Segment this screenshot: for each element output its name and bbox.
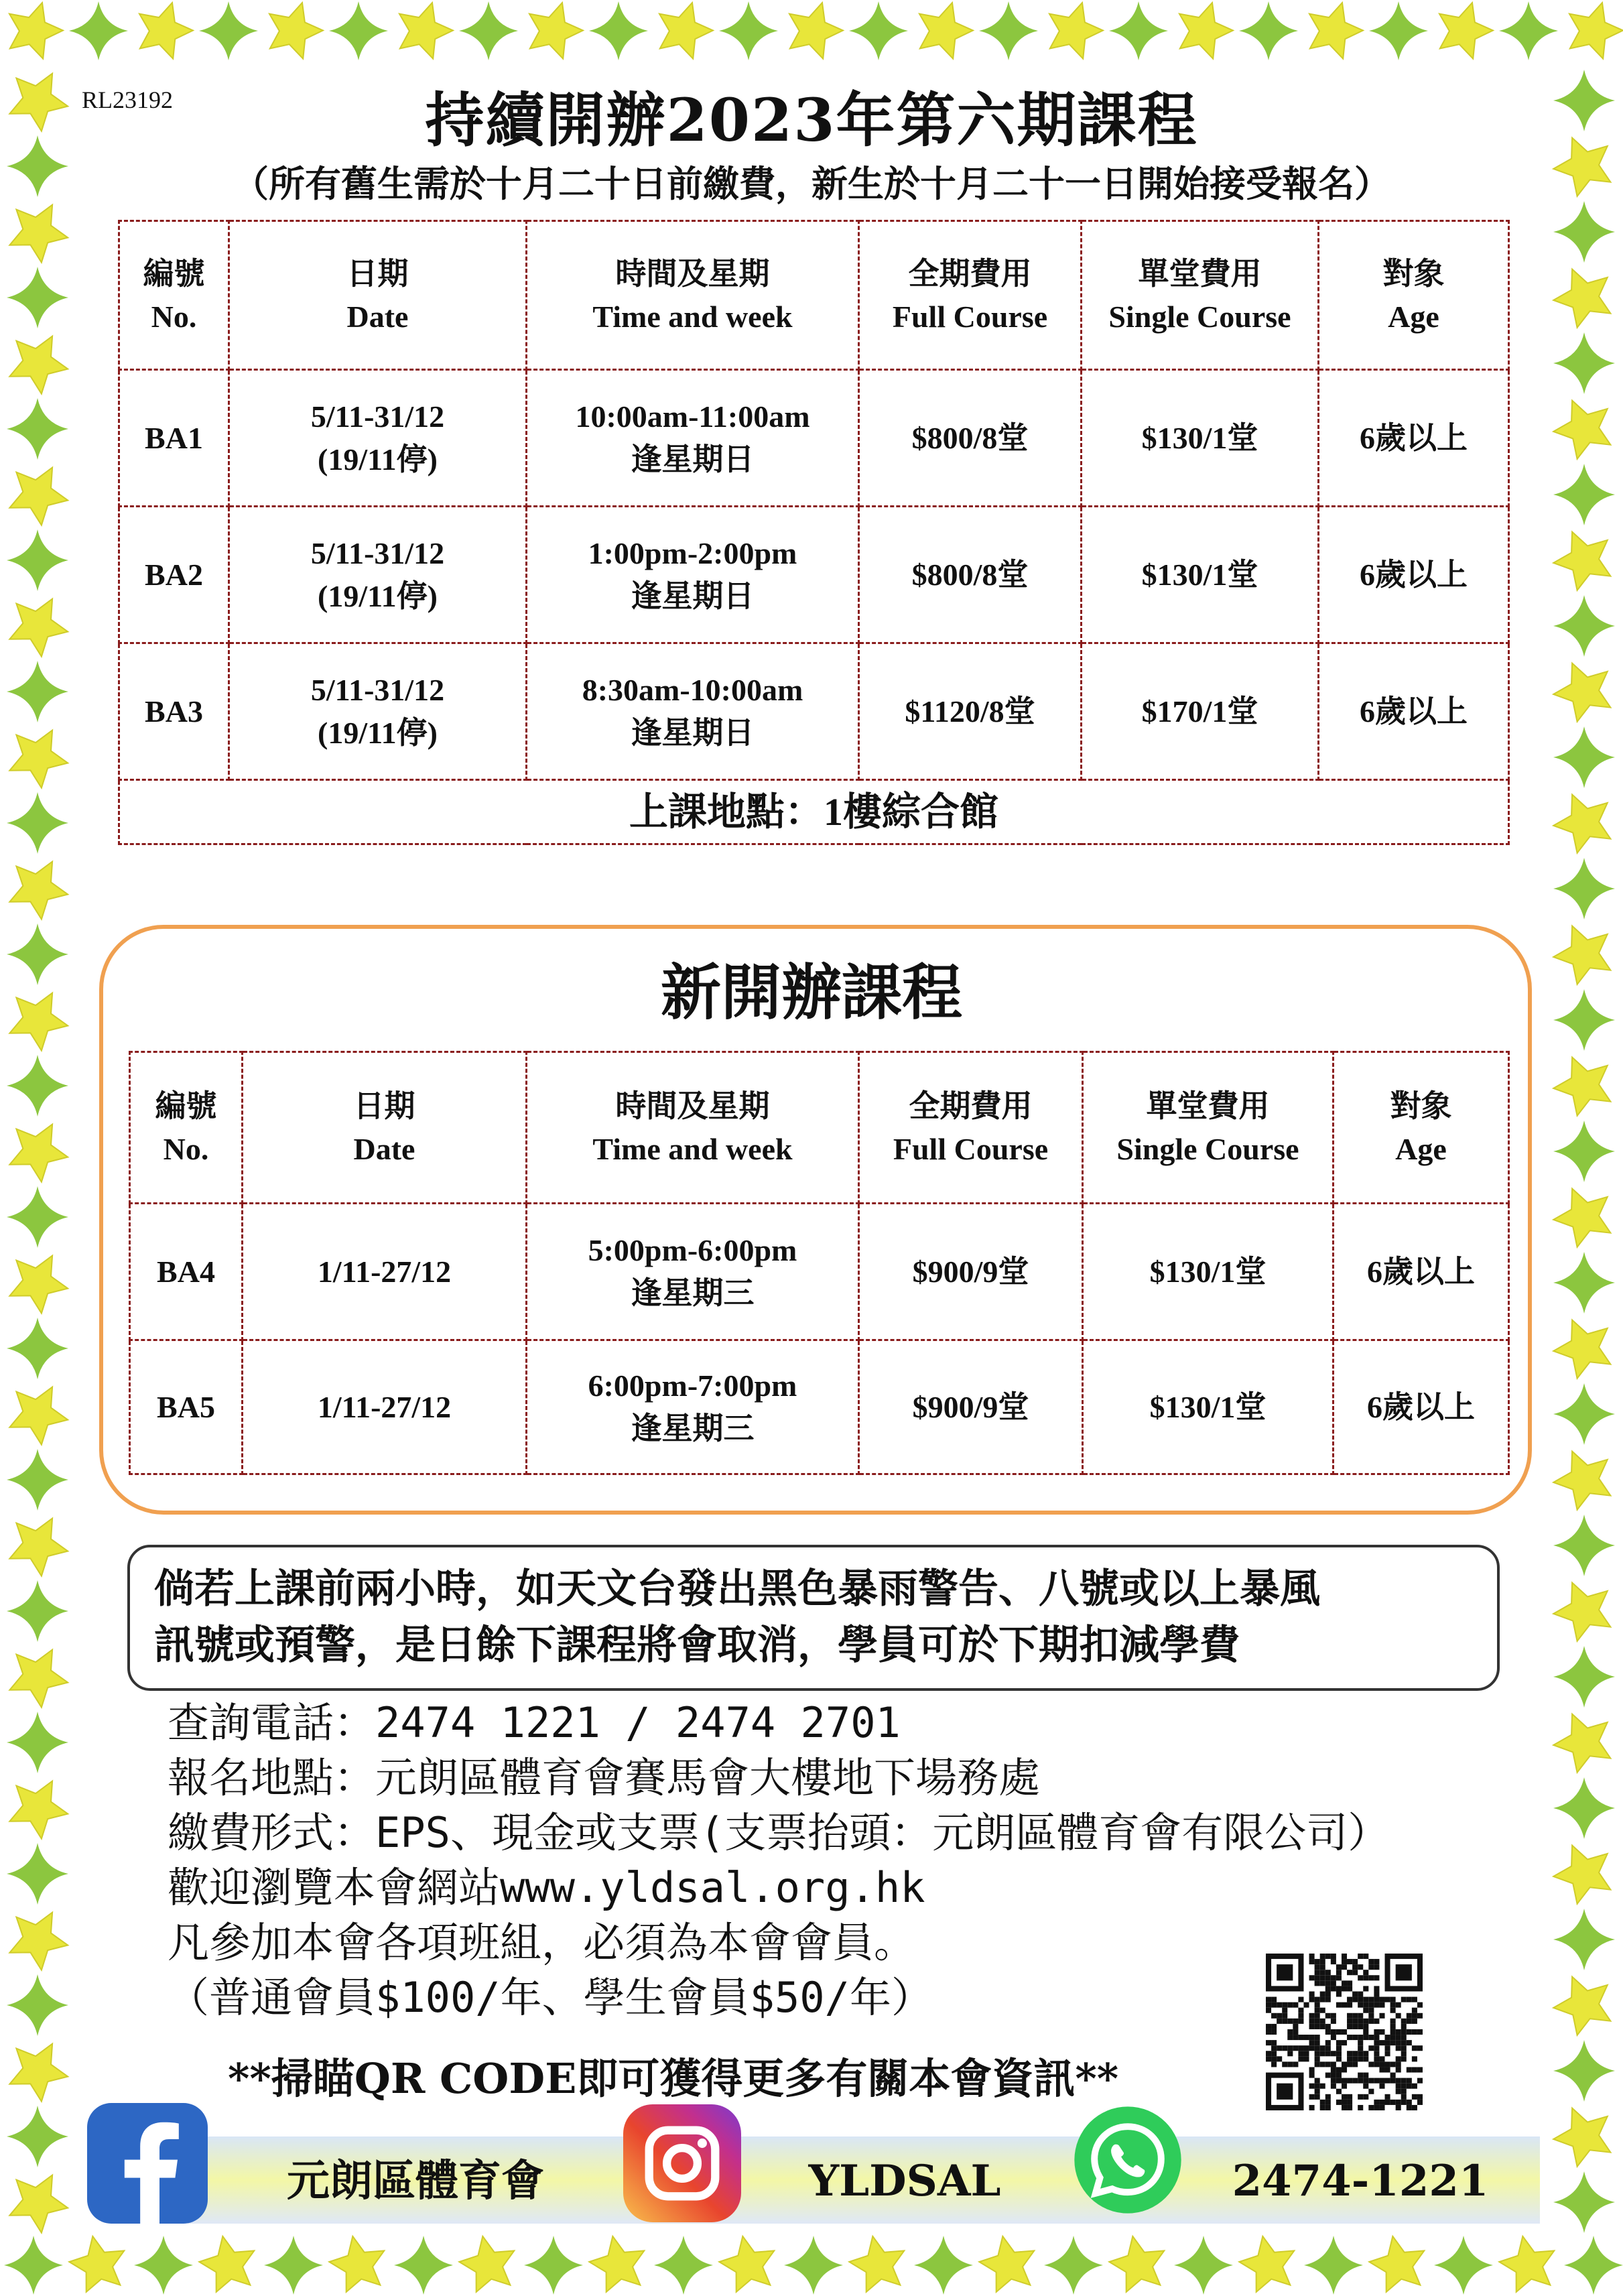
- border-star: [9, 468, 68, 525]
- header-date-en: Date: [346, 299, 409, 334]
- course-no: BA2: [119, 507, 229, 643]
- border-diamond: [7, 1449, 68, 1511]
- border-star: [1499, 2236, 1554, 2292]
- border-diamond: [1553, 332, 1615, 394]
- border-star: [1553, 1320, 1610, 1379]
- border-star: [199, 2236, 254, 2292]
- border-star: [1553, 1189, 1610, 1247]
- border-diamond: [7, 1318, 68, 1379]
- border-star: [1553, 795, 1610, 853]
- border-star: [1439, 3, 1493, 59]
- border-diamond: [1553, 2171, 1615, 2233]
- course-full-fee: $800/8堂: [859, 507, 1082, 643]
- border-star: [9, 336, 68, 394]
- border-star: [1553, 1846, 1610, 1904]
- border-diamond: [1553, 1646, 1615, 1708]
- course-full-fee: $900/9堂: [859, 1204, 1083, 1340]
- enquiry-phone: 查詢電話：2474 1221 / 2474 2701: [168, 1698, 901, 1747]
- border-star: [459, 2236, 514, 2292]
- facebook-name: 元朗區體育會: [287, 2156, 544, 2206]
- border-diamond: [1174, 2236, 1233, 2295]
- membership-requirement: 凡參加本會各項班組，必須為本會會員。: [168, 1918, 916, 1967]
- table-row: [130, 1340, 1509, 1474]
- table-header-row: [119, 221, 1509, 370]
- border-diamond: [719, 1, 778, 60]
- border-star: [9, 1125, 68, 1182]
- course-full-fee: $900/9堂: [859, 1340, 1083, 1474]
- border-star: [9, 2044, 68, 2102]
- border-diamond: [4, 2236, 63, 2295]
- header-single-zh: 單堂費用: [1138, 256, 1262, 291]
- course-age: 6歲以上: [1334, 1340, 1509, 1474]
- header-date-en: Date: [353, 1131, 415, 1166]
- border-star: [9, 730, 68, 788]
- border-diamond: [459, 1, 518, 60]
- course-time: 10:00am-11:00am: [575, 399, 810, 434]
- course-no: BA4: [130, 1204, 243, 1340]
- new-course-table: [129, 1051, 1510, 1475]
- new-course-title: 新開辦課程: [661, 957, 962, 1028]
- border-diamond: [329, 1, 388, 60]
- course-date: 1/11-27/12: [243, 1340, 527, 1474]
- table-row: [119, 507, 1509, 643]
- border-diamond: [69, 1, 128, 60]
- border-star: [1553, 532, 1610, 590]
- course-full-fee: $800/8堂: [859, 370, 1082, 507]
- border-diamond: [1434, 2236, 1493, 2295]
- border-star: [9, 1650, 68, 1708]
- course-day: 逢星期日: [631, 442, 755, 476]
- border-star: [1109, 2236, 1164, 2292]
- course-day: 逢星期三: [631, 1411, 755, 1446]
- table-row: [119, 370, 1509, 507]
- table-row: [119, 643, 1509, 780]
- border-star: [1553, 1058, 1610, 1116]
- course-time: 5:00pm-6:00pm: [588, 1232, 797, 1267]
- border-diamond: [7, 398, 68, 460]
- header-no-en: No.: [151, 299, 197, 334]
- border-star: [1569, 3, 1623, 59]
- header-age-en: Age: [1395, 1131, 1447, 1166]
- border-diamond: [1044, 2236, 1103, 2295]
- border-star: [1553, 269, 1610, 328]
- course-single-fee: $130/1堂: [1083, 1204, 1334, 1340]
- border-star: [1239, 2236, 1294, 2292]
- course-age: 6歲以上: [1334, 1204, 1509, 1340]
- border-diamond: [1553, 201, 1615, 263]
- border-star: [9, 1781, 68, 1839]
- border-diamond: [1553, 595, 1615, 657]
- border-star: [979, 2236, 1034, 2292]
- border-diamond: [264, 2236, 323, 2295]
- registration-location: 報名地點：元朗區體育會賽馬會大樓地下場務處: [168, 1753, 1041, 1802]
- course-day: 逢星期三: [631, 1275, 755, 1310]
- border-star: [9, 1519, 68, 1576]
- border-diamond: [1109, 1, 1168, 60]
- header-full-zh: 全期費用: [908, 256, 1032, 291]
- venue-row: [119, 780, 1509, 844]
- header-time-en: Time and week: [592, 1131, 793, 1166]
- border-diamond: [7, 1974, 68, 2036]
- border-diamond: [1553, 1121, 1615, 1182]
- border-star: [1049, 3, 1103, 59]
- border-diamond: [524, 2236, 583, 2295]
- course-day: 逢星期日: [631, 578, 755, 613]
- weather-cancellation-notice: [127, 1545, 1500, 1691]
- table-row: [130, 1204, 1509, 1340]
- border-diamond: [7, 529, 68, 591]
- header-date-zh: 日期: [346, 256, 409, 291]
- border-star: [1553, 401, 1610, 459]
- facebook-icon[interactable]: [87, 2103, 208, 2224]
- header-full-zh: 全期費用: [909, 1088, 1033, 1123]
- course-no: BA5: [130, 1340, 243, 1474]
- course-time: 1:00pm-2:00pm: [588, 535, 797, 570]
- header-age-en: Age: [1388, 299, 1439, 334]
- course-single-fee: $130/1堂: [1082, 507, 1319, 643]
- border-diamond: [914, 2236, 973, 2295]
- border-diamond: [1553, 1383, 1615, 1445]
- whatsapp-icon[interactable]: [1072, 2104, 1183, 2216]
- contact-info: [168, 1696, 1389, 2025]
- border-diamond: [7, 661, 68, 722]
- notice-line-2: 訊號或預警，是日餘下課程將會取消，學員可於下期扣減學費: [154, 1622, 1240, 1669]
- border-diamond: [7, 267, 68, 328]
- document-code: RL23192: [82, 86, 174, 113]
- header-time-en: Time and week: [592, 299, 793, 334]
- border-star: [1553, 1583, 1610, 1641]
- border-star: [789, 3, 843, 59]
- border-diamond: [1553, 1909, 1615, 1970]
- header-full-en: Full Course: [893, 1131, 1049, 1166]
- course-single-fee: $130/1堂: [1083, 1340, 1334, 1474]
- course-venue: 上課地點：1樓綜合館: [119, 780, 1509, 844]
- border-star: [1553, 2108, 1610, 2167]
- page-title: 持續開辦2023年第六期課程: [425, 85, 1198, 155]
- border-star: [659, 3, 713, 59]
- course-date: 1/11-27/12: [243, 1204, 527, 1340]
- border-star: [139, 3, 193, 59]
- border-star: [849, 2236, 904, 2292]
- border-diamond: [1553, 726, 1615, 788]
- border-star: [1553, 1452, 1610, 1510]
- border-star: [9, 1913, 68, 1970]
- border-diamond: [1564, 2236, 1623, 2295]
- continuing-course-table: [118, 220, 1510, 845]
- border-diamond: [134, 2236, 193, 2295]
- qr-code[interactable]: [1265, 1954, 1423, 2110]
- membership-fees: （普通會員$100/年、學生會員$50/年）: [168, 1973, 933, 2022]
- border-diamond: [1553, 2040, 1615, 2102]
- border-diamond: [7, 1843, 68, 1905]
- border-star: [9, 2175, 68, 2233]
- qr-code-caption: **掃瞄QR CODE即可獲得更多有關本會資訊**: [228, 2054, 1119, 2103]
- course-full-fee: $1120/8堂: [859, 643, 1082, 780]
- header-date-zh: 日期: [353, 1088, 415, 1123]
- border-star: [919, 3, 973, 59]
- course-date: 5/11-31/12: [310, 399, 445, 434]
- website-line: 歡迎瀏覽本會網站www.yldsal.org.hk: [168, 1863, 925, 1912]
- border-star: [589, 2236, 644, 2292]
- border-star: [1553, 1977, 1610, 2035]
- border-star: [719, 2236, 774, 2292]
- course-single-fee: $170/1堂: [1082, 643, 1319, 780]
- border-diamond: [1553, 464, 1615, 525]
- border-star: [9, 862, 68, 919]
- border-diamond: [1369, 1, 1428, 60]
- border-star: [529, 3, 583, 59]
- header-time-zh: 時間及星期: [615, 1088, 770, 1123]
- table-header-row: [130, 1052, 1509, 1204]
- course-no: BA1: [119, 370, 229, 507]
- header-no-zh: 編號: [155, 1088, 217, 1123]
- payment-methods: 繳費形式：EPS、現金或支票(支票抬頭：元朗區體育會有限公司）: [168, 1808, 1390, 1857]
- course-date-note: (19/11停): [318, 578, 438, 613]
- registration-note: （所有舊生需於十月二十日前繳費，新生於十月二十一日開始接受報名）: [233, 162, 1390, 205]
- course-time: 8:30am-10:00am: [582, 672, 803, 707]
- border-diamond: [7, 2106, 68, 2167]
- border-star: [9, 205, 68, 263]
- course-age: 6歲以上: [1319, 643, 1509, 780]
- border-diamond: [199, 1, 258, 60]
- border-diamond: [7, 1580, 68, 1642]
- course-time: 6:00pm-7:00pm: [588, 1368, 797, 1403]
- border-star: [9, 599, 68, 657]
- border-diamond: [7, 1186, 68, 1248]
- border-star: [399, 3, 453, 59]
- border-diamond: [1553, 1515, 1615, 1576]
- border-star: [9, 1256, 68, 1314]
- border-star: [9, 1387, 68, 1445]
- border-diamond: [1553, 1777, 1615, 1839]
- instagram-handle: YLDSAL: [808, 2156, 1001, 2206]
- border-diamond: [784, 2236, 843, 2295]
- border-star: [1553, 1714, 1610, 1773]
- course-date: 5/11-31/12: [310, 672, 445, 707]
- course-date: 5/11-31/12: [310, 535, 445, 570]
- border-star: [69, 2236, 124, 2292]
- notice-line-1: 倘若上課前兩小時，如天文台發出黑色暴雨警告、八號或以上暴風: [154, 1566, 1320, 1612]
- border-diamond: [979, 1, 1038, 60]
- border-star: [329, 2236, 384, 2292]
- border-star: [269, 3, 323, 59]
- border-diamond: [1304, 2236, 1363, 2295]
- course-no: BA3: [119, 643, 229, 780]
- course-date-note: (19/11停): [318, 442, 438, 476]
- instagram-icon[interactable]: [623, 2104, 741, 2222]
- border-diamond: [394, 2236, 453, 2295]
- course-day: 逢星期日: [631, 715, 755, 750]
- border-star: [9, 3, 63, 59]
- header-age-zh: 對象: [1382, 256, 1445, 291]
- border-diamond: [1499, 1, 1558, 60]
- border-diamond: [1553, 1252, 1615, 1314]
- whatsapp-number: 2474-1221: [1232, 2156, 1489, 2206]
- header-age-zh: 對象: [1390, 1088, 1452, 1123]
- border-star: [1553, 663, 1610, 722]
- border-diamond: [1239, 1, 1298, 60]
- course-age: 6歲以上: [1319, 507, 1509, 643]
- border-star: [1179, 3, 1233, 59]
- border-diamond: [589, 1, 648, 60]
- border-diamond: [1553, 858, 1615, 919]
- course-single-fee: $130/1堂: [1082, 370, 1319, 507]
- header-single-en: Single Course: [1116, 1131, 1299, 1166]
- header-single-en: Single Course: [1108, 299, 1291, 334]
- course-age: 6歲以上: [1319, 370, 1509, 507]
- course-date-note: (19/11停): [318, 715, 438, 750]
- border-diamond: [849, 1, 908, 60]
- border-diamond: [7, 1712, 68, 1773]
- border-star: [1309, 3, 1363, 59]
- border-diamond: [654, 2236, 713, 2295]
- header-single-zh: 單堂費用: [1146, 1088, 1270, 1123]
- border-star: [1369, 2236, 1424, 2292]
- border-diamond: [7, 792, 68, 854]
- border-diamond: [7, 1055, 68, 1117]
- header-no-zh: 編號: [143, 256, 205, 291]
- header-full-en: Full Course: [892, 299, 1048, 334]
- header-no-en: No.: [163, 1131, 209, 1166]
- header-time-zh: 時間及星期: [615, 256, 770, 291]
